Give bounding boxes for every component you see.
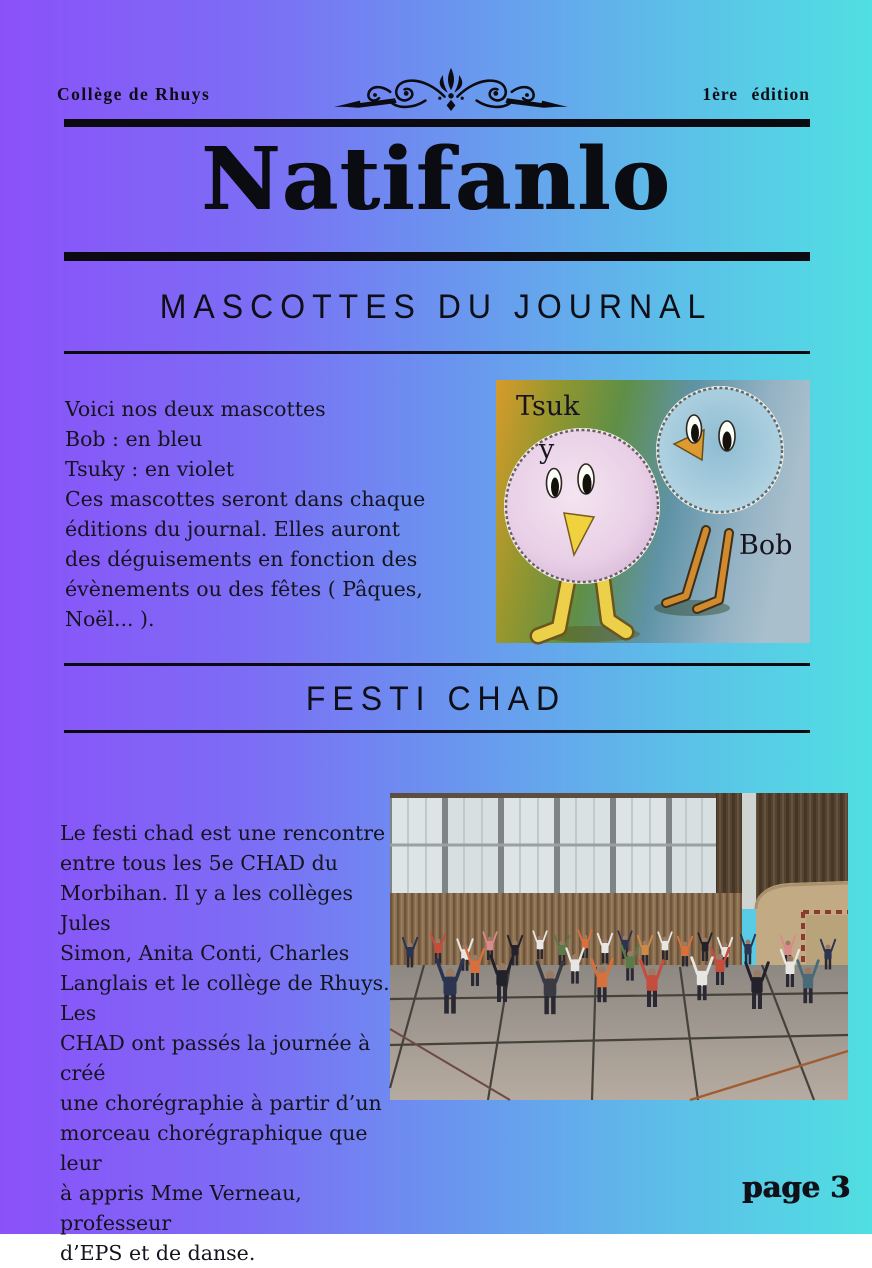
divider-rule-thin-festi-bottom bbox=[64, 730, 810, 733]
mascot-label-tsuk: Tsuk bbox=[516, 391, 580, 422]
school-name: Collège de Rhuys bbox=[57, 84, 211, 104]
divider-rule-thin-mascots bbox=[64, 351, 810, 354]
flourish-divider-icon bbox=[331, 62, 571, 120]
festi-section-heading: FESTI CHAD bbox=[305, 678, 567, 718]
divider-rule-thick-bottom bbox=[64, 252, 810, 261]
edition-label: 1ère édition bbox=[702, 84, 810, 104]
gym-wood-wall bbox=[390, 893, 742, 965]
journal-title: Natifanlo bbox=[200, 129, 671, 230]
mascots-body-text: Voici nos deux mascottes Bob : en bleu Tsuky : en violet Ces mascottes seront dans chaque éditions du journal. Elles auront des déguisements en fonction des évènements ou des fêtes ( Pâques, Noël... ). bbox=[65, 397, 426, 631]
mascot-label-y: y bbox=[539, 434, 555, 465]
divider-rule-thick-top bbox=[64, 119, 810, 127]
mascots-photo bbox=[496, 380, 810, 643]
gym-floor bbox=[390, 965, 848, 1100]
mascots-section-heading: MASCOTTES DU JOURNAL bbox=[159, 286, 713, 326]
divider-rule-thin-festi-top bbox=[64, 663, 810, 666]
festi-body-text: Le festi chad est une rencontre entre tous les 5e CHAD du Morbihan. Il y a les collèges Jules Simon, Anita Conti, Charles Langlais et le collège de Rhuys. Les CHAD ont passés la journée à créé une chorégraphie à partir d’un morceau chorégraphique que leur à appris Mme Verneau, professeur d’EPS et de danse. bbox=[60, 821, 390, 1265]
gym-dance-photo bbox=[390, 793, 848, 1100]
mascot-label-bob: Bob bbox=[739, 530, 793, 561]
page-number: page 3 bbox=[741, 1170, 850, 1204]
